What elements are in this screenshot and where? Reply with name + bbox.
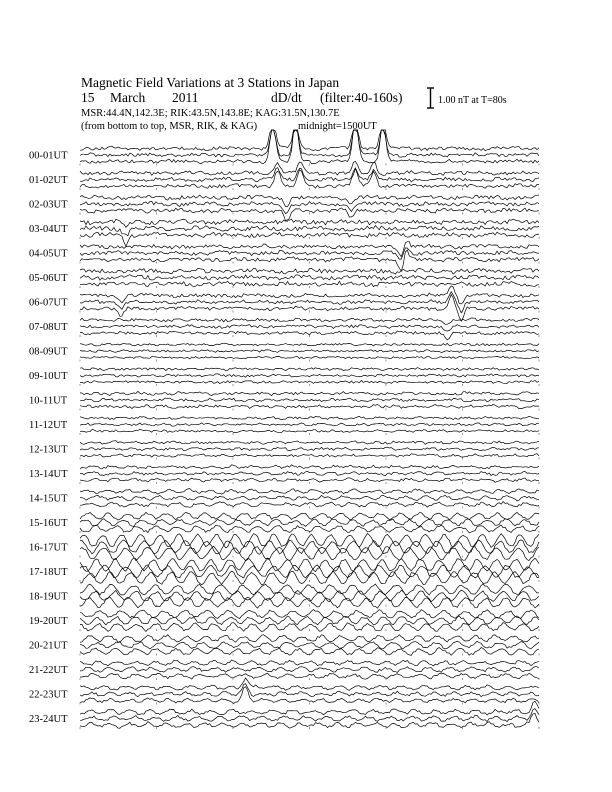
hour-row-label: 03-04UT [29, 224, 68, 235]
station-order-note: (from bottom to top, MSR, RIK, & KAG) [81, 121, 258, 132]
midnight-note: midnight=1500UT [298, 121, 377, 132]
station-coordinates: MSR:44.4N,142.3E; RIK:43.5N,143.8E; KAG:31.5N,130.7E [81, 108, 340, 119]
hour-row-label: 09-10UT [29, 371, 68, 382]
hour-row-label: 15-16UT [29, 518, 68, 529]
hour-row-label: 11-12UT [29, 420, 68, 431]
hour-row-label: 21-22UT [29, 665, 68, 676]
scale-label: 1.00 nT at T=80s [438, 95, 507, 106]
figure-title: Magnetic Field Variations at 3 Stations in Japan [81, 75, 340, 90]
date-month: March [110, 90, 146, 105]
filter-label: (filter:40-160s) [320, 90, 403, 105]
hour-row-label: 22-23UT [29, 689, 68, 701]
hour-row-label: 00-01UT [29, 150, 68, 162]
hour-row-label: 05-06UT [29, 273, 68, 284]
date-year: 2011 [172, 90, 199, 105]
hour-row-label: 19-20UT [29, 616, 68, 627]
hour-row-label: 01-02UT [29, 175, 68, 186]
hour-row-label: 06-07UT [29, 297, 68, 309]
hour-row-label: 20-21UT [29, 640, 68, 652]
hour-row-label: 04-05UT [29, 248, 68, 260]
component-label: dD/dt [271, 90, 302, 105]
hour-row-label: 12-13UT [29, 444, 68, 456]
hour-row-label: 08-09UT [29, 346, 68, 358]
date-day: 15 [81, 90, 95, 105]
hour-row-label: 23-24UT [29, 714, 68, 725]
hour-row-label: 17-18UT [29, 567, 68, 578]
hour-row-label: 13-14UT [29, 469, 68, 480]
hour-row-label: 14-15UT [29, 493, 68, 505]
hour-row-label: 10-11UT [29, 395, 68, 407]
hour-row-label: 02-03UT [29, 199, 68, 211]
hour-row-label: 16-17UT [29, 542, 68, 554]
hour-row-label: 18-19UT [29, 591, 68, 603]
hour-row-label: 07-08UT [29, 322, 68, 333]
